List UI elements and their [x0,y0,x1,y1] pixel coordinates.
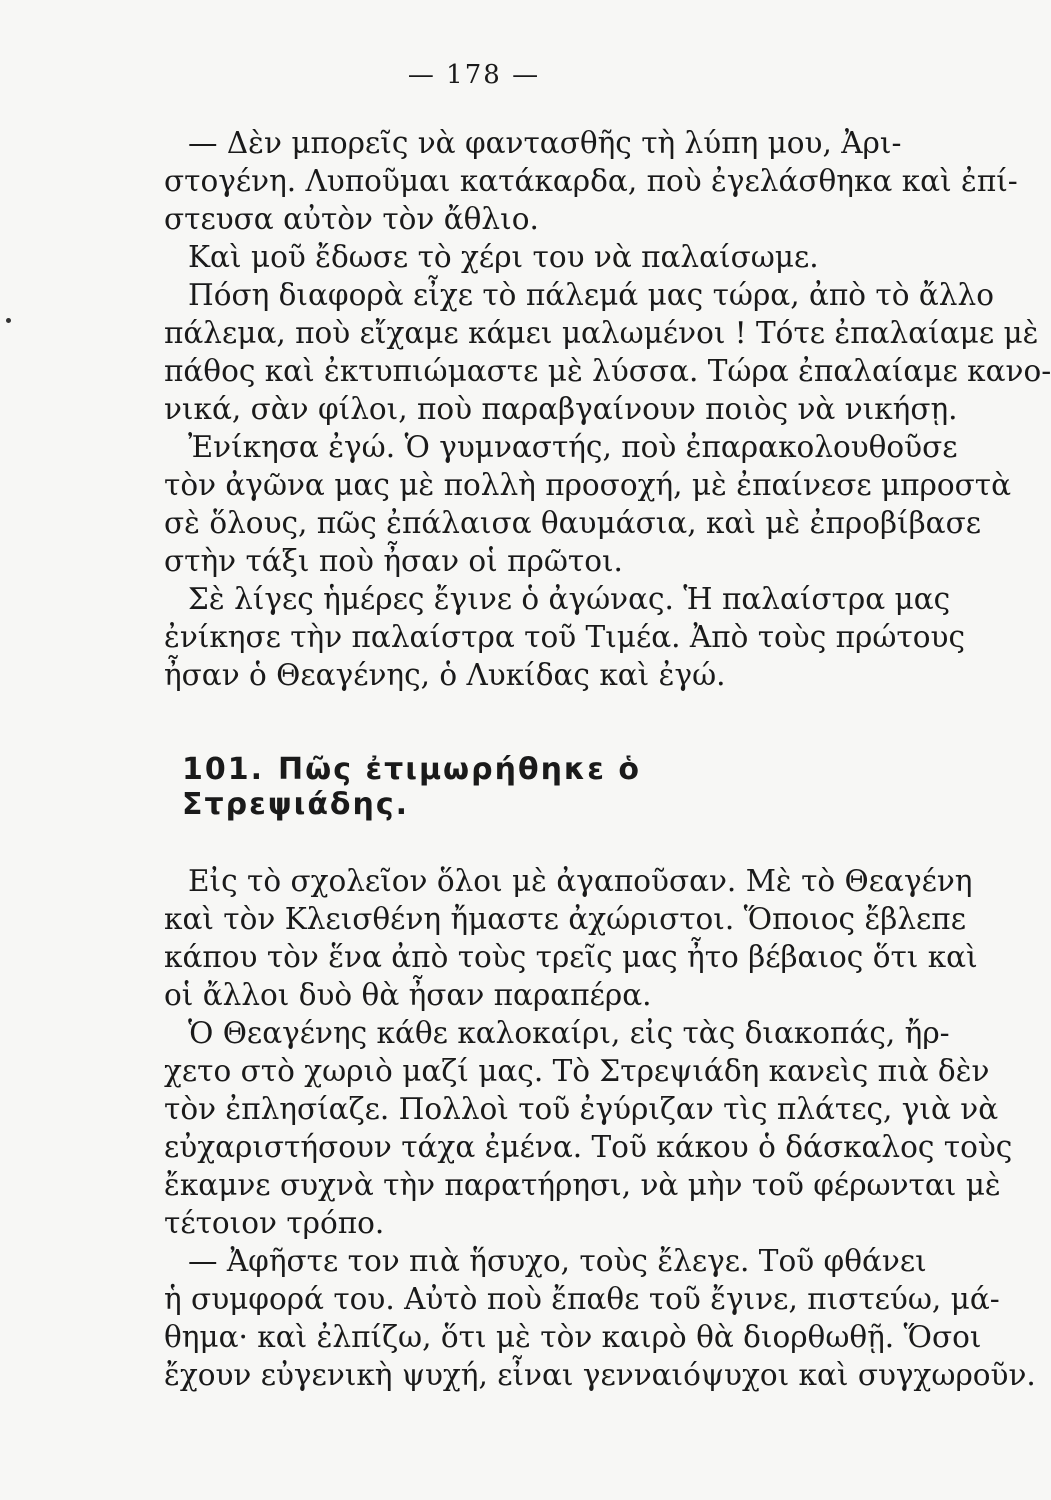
text-line: τέτοιον τρόπο. [164,1206,385,1240]
text-line: χετο στὸ χωριὸ μαζί μας. Τὸ Στρεψιάδη κανεὶς πιὰ δὲν [164,1054,990,1088]
text-line: στογένη. Λυποῦμαι κατάκαρδα, ποὺ ἐγελάσθηκα καὶ ἐπί- [164,164,1018,198]
text-line: πάλεμα, ποὺ εἴχαμε κάμει μαλωμένοι ! Τότε ἐπαλαίαμε μὲ [164,316,1039,350]
text-block-bottom [164,862,1036,1394]
text-line: πάθος καὶ ἐκτυπιώμαστε μὲ λύσσα. Τώρα ἐπαλαίαμε κανο- [164,354,1051,388]
text-block-top [164,124,1051,694]
section-number: 101. [182,752,265,787]
text-line: νικά, σὰν φίλοι, ποὺ παραβγαίνουν ποιὸς νὰ νικήσῃ. [164,392,958,426]
text-line: σὲ ὅλους, πῶς ἐπάλαισα θαυμάσια, καὶ μὲ ἐπροβίβασε [164,506,981,540]
text-line: ἦσαν ὁ Θεαγένης, ὁ Λυκίδας καὶ ἐγώ. [164,658,726,692]
paragraph [164,428,1012,580]
text-line: τὸν ἐπλησίαζε. Πολλοὶ τοῦ ἐγύριζαν τὶς πλάτες, γιὰ νὰ [164,1092,999,1126]
paragraph [164,1014,1013,1242]
text-line: Πόση διαφορὰ εἶχε τὸ πάλεμά μας τώρα, ἀπὸ τὸ ἄλλο [188,278,994,312]
text-line: — Ἀφῆστε τον πιὰ ἥσυχο, τοὺς ἔλεγε. Τοῦ φθάνει [188,1244,927,1278]
text-line: ἡ συμφορά του. Αὐτὸ ποὺ ἔπαθε τοῦ ἔγινε, πιστεύω, μά- [164,1282,1000,1316]
section-title: Πῶς ἐτιμωρήθηκε ὁ Στρεψιάδης. [182,752,641,822]
text-line: Ἐνίκησα ἐγώ. Ὁ γυμναστής, ποὺ ἐπαρακολουθοῦσε [188,430,958,464]
text-line: καὶ τὸν Κλεισθένη ἤμαστε ἀχώριστοι. Ὅποιος ἔβλεπε [164,902,966,936]
text-line: Σὲ λίγες ἡμέρες ἔγινε ὁ ἀγώνας. Ἡ παλαίστρα μας [188,582,951,616]
text-line: ἐνίκησε τὴν παλαίστρα τοῦ Τιμέα. Ἀπὸ τοὺς πρώτους [164,620,965,654]
paragraph [164,124,1018,238]
paragraph [164,238,844,276]
text-line: ἔκαμνε συχνὰ τὴν παρατήρησι, νὰ μὴν τοῦ φέρωνται μὲ [164,1168,1001,1202]
paragraph [164,276,1051,428]
text-line: θημα· καὶ ἐλπίζω, ὅτι μὲ τὸν καιρὸ θὰ διορθωθῇ. Ὅσοι [164,1320,982,1354]
paragraph [164,1242,1036,1394]
text-line: κάπου τὸν ἕνα ἀπὸ τοὺς τρεῖς μας ἦτο βέβαιος ὅτι καὶ [164,940,978,974]
page-number: — 178 — [407,60,541,90]
text-line: — Δὲν μπορεῖς νὰ φαντασθῆς τὴ λύπη μου, Ἀρι- [188,126,902,160]
stray-ink-dot [6,318,11,323]
text-line: Καὶ μοῦ ἔδωσε τὸ χέρι του νὰ παλαίσωμε. [188,240,819,274]
text-line: ἔχουν εὐγενικὴ ψυχή, εἶναι γενναιόψυχοι καὶ συγχωροῦν. [164,1358,1036,1392]
section-heading [164,752,844,822]
text-line: τὸν ἀγῶνα μας μὲ πολλὴ προσοχή, μὲ ἐπαίνεσε μπροστὰ [164,468,1012,502]
text-line: Ὁ Θεαγένης κάθε καλοκαίρι, εἰς τὰς διακοπάς, ἤρ- [188,1016,950,1050]
text-line: Εἰς τὸ σχολεῖον ὅλοι μὲ ἀγαποῦσαν. Μὲ τὸ Θεαγένη [188,864,973,898]
text-line: στευσα αὐτὸν τὸν ἄθλιο. [164,202,539,236]
paragraph [164,580,965,694]
text-line: στὴν τάξι ποὺ ἦσαν οἱ πρῶτοι. [164,544,623,578]
text-line: εὐχαριστήσουν τάχα ἐμένα. Τοῦ κάκου ὁ δάσκαλος τοὺς [164,1130,1013,1164]
text-line: οἱ ἄλλοι δυὸ θὰ ἦσαν παραπέρα. [164,978,652,1012]
paragraph [164,862,978,1014]
